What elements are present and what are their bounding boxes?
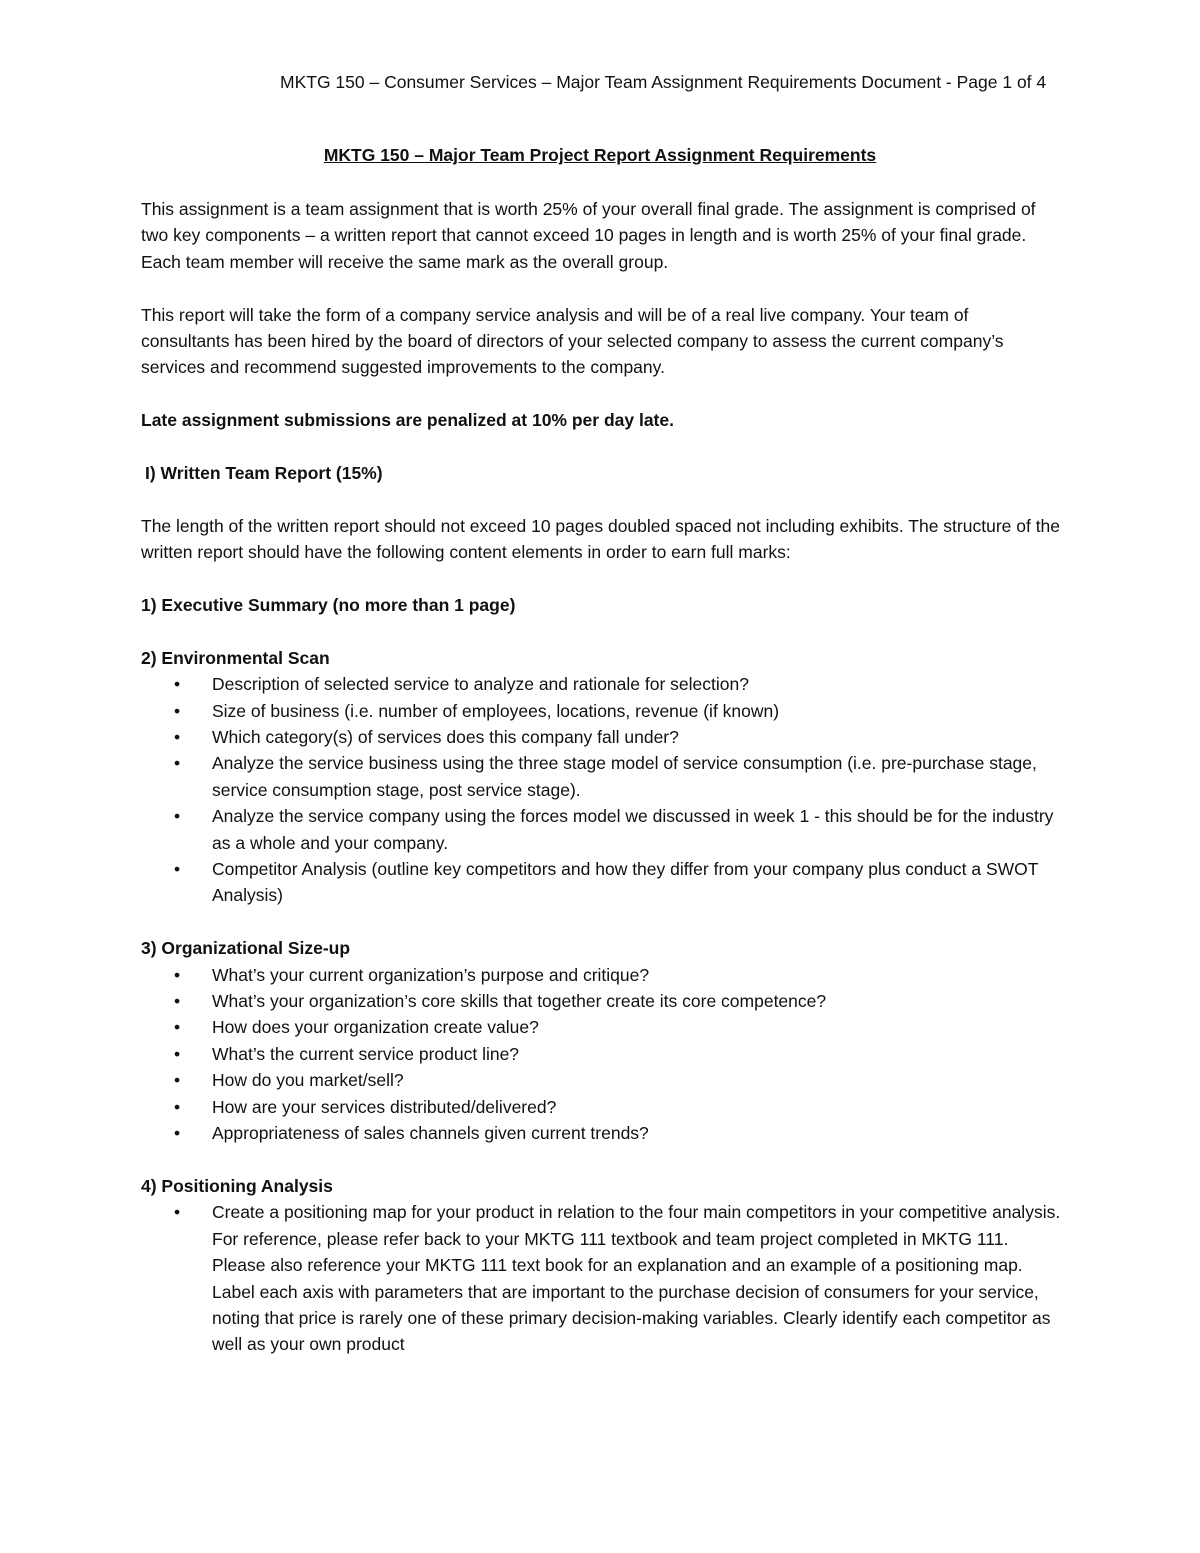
list-item: • Description of selected service to analyze and rationale for selection? <box>141 671 1061 697</box>
description-paragraph: This report will take the form of a company service analysis and will be of a real live company. Your team of consultants has been hired by the board of directors of your selected company to assess the current company’s services and recommend suggested improvements to the company. <box>141 304 1004 378</box>
list-item: • Size of business (i.e. number of employees, locations, revenue (if known) <box>141 698 1061 724</box>
bullet-icon: • <box>174 1202 181 1223</box>
list-item: • What’s your current organization’s purpose and critique? <box>141 962 1061 988</box>
bullet-icon: • <box>174 964 181 985</box>
late-policy: Late assignment submissions are penalized at 10% per day late. <box>141 410 674 431</box>
positioning-analysis-list <box>141 1199 1061 1357</box>
list-item: • How are your services distributed/delivered? <box>141 1094 1061 1120</box>
bullet-icon: • <box>174 991 181 1012</box>
list-item: • Appropriateness of sales channels given current trends? <box>141 1120 1061 1146</box>
bullet-icon: • <box>174 1043 181 1064</box>
section-environmental-scan-title: 2) Environmental Scan <box>141 647 330 668</box>
document-title: MKTG 150 – Major Team Project Report Assignment Requirements <box>323 145 877 165</box>
bullet-icon: • <box>174 1017 181 1038</box>
list-item: • Which category(s) of services does this company fall under? <box>141 724 1061 750</box>
section-organizational-sizeup-title: 3) Organizational Size-up <box>141 938 351 959</box>
organizational-sizeup-list <box>141 962 1061 1147</box>
list-item: • How do you market/sell? <box>141 1067 1061 1093</box>
list-item: • Create a positioning map for your product in relation to the four main competitors in your competitive analysis. For reference, please refer back to your MKTG 111 textbook and team project completed in MKTG 111. Please also reference your MKTG 111 text book for an explanation and an example of a positioning map. Label each axis with parameters that are important to the purchase decision of consumers for your service, noting that price is rarely one of these primary decision-making variables. Clearly identify each competitor as well as your own product <box>141 1199 1061 1357</box>
bullet-icon: • <box>174 1070 181 1091</box>
bullet-icon: • <box>174 674 181 695</box>
part-heading: I) Written Team Report (15%) <box>145 463 383 484</box>
list-item: • What’s your organization’s core skills that together create its core competence? <box>141 988 1061 1014</box>
environmental-scan-list <box>141 671 1061 909</box>
document-body <box>141 196 1061 1384</box>
bullet-icon: • <box>174 806 181 827</box>
section-executive-summary-title: 1) Executive Summary (no more than 1 page) <box>141 595 516 616</box>
list-item: • How does your organization create value? <box>141 1014 1061 1040</box>
bullet-icon: • <box>174 727 181 748</box>
page-header: MKTG 150 – Consumer Services – Major Team Assignment Requirements Document - Page 1 of 4 <box>280 72 1047 92</box>
list-item: • What’s the current service product line? <box>141 1041 1061 1067</box>
bullet-icon: • <box>174 700 181 721</box>
structure-paragraph: The length of the written report should not exceed 10 pages doubled spaced not including exhibits. The structure of the written report should have the following content elements in order to earn full marks: <box>141 515 1061 563</box>
bullet-icon: • <box>174 753 181 774</box>
bullet-icon: • <box>174 859 181 880</box>
list-item: • Analyze the service company using the forces model we discussed in week 1 - this should be for the industry as a whole and your company. <box>141 803 1061 856</box>
bullet-icon: • <box>174 1096 181 1117</box>
section-positioning-analysis-title: 4) Positioning Analysis <box>141 1175 333 1196</box>
bullet-icon: • <box>174 1123 181 1144</box>
list-item: • Analyze the service business using the three stage model of service consumption (i.e. pre-purchase stage, service consumption stage, post service stage). <box>141 750 1061 803</box>
list-item: • Competitor Analysis (outline key competitors and how they differ from your company plus conduct a SWOT Analysis) <box>141 856 1061 909</box>
intro-paragraph: This assignment is a team assignment that is worth 25% of your overall final grade. The assignment is comprised of two key components – a written report that cannot exceed 10 pages in length and is worth 25% of your final grade. Each team member will receive the same mark as the overall group. <box>141 199 1036 272</box>
